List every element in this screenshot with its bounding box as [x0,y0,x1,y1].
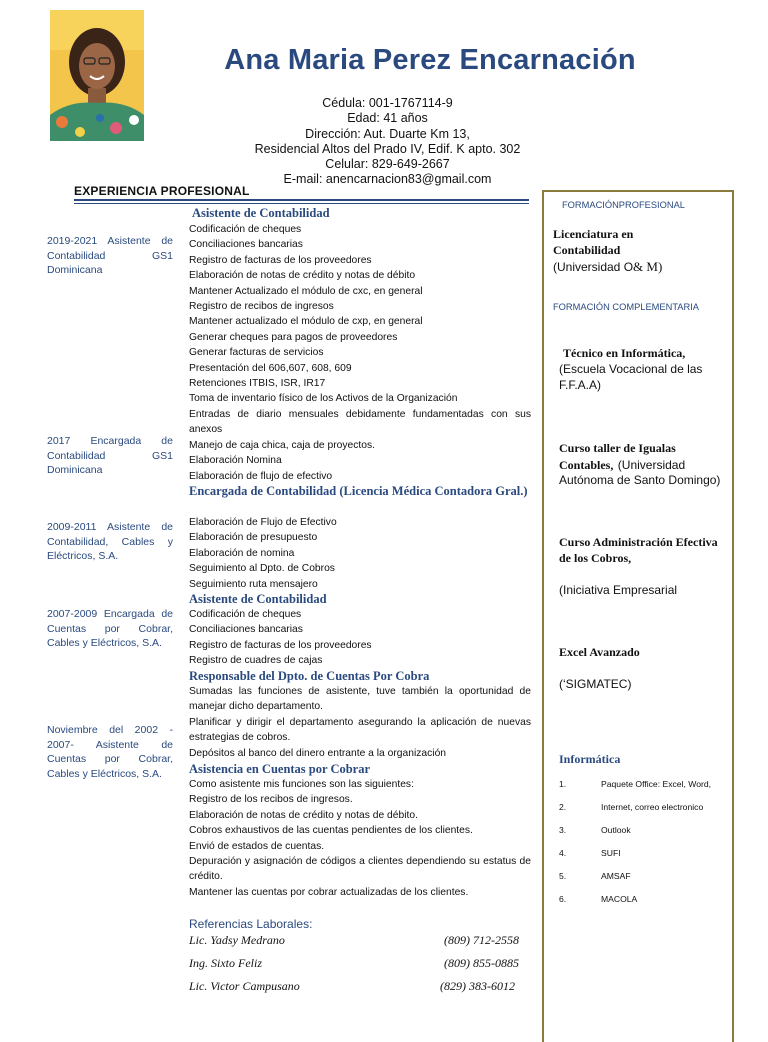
contact-address-line1: Dirección: Aut. Duarte Km 13, [305,126,470,141]
period-1: 2019-2021 Asistente de Contabilidad GS1 Dominicana [47,235,173,277]
duty-item: Sumadas las funciones de asistente, tuve también la oportunidad de manejar dicho departamento. [189,686,531,713]
course-institution: (Iniciativa Empresarial [559,583,678,597]
duty-item: Elaboración de Flujo de Efectivo [189,517,337,528]
period-5: Noviembre del 2002 - 2007- Asistente de Cuentas por Cobrar, Cables y Eléctricos, S.A. [47,724,173,780]
duty-list [189,607,531,669]
period-2: 2017 Encargada de Contabilidad GS1 Dominicana [47,435,173,477]
reference-name: Lic. Victor Campusano [189,979,300,993]
duty-item: Conciliaciones bancarias [189,624,303,636]
reference-phone: (809) 855-0885 [444,956,519,970]
duty-item: Elaboración de flujo de efectivo [189,470,333,482]
reference-phone: (829) 383-6012 [440,979,515,993]
contact-block [230,96,545,188]
duty-item: Envió de estados de cuentas. [189,840,325,852]
duty-item: Toma de inventario físico de los Activos de la Organización [189,393,458,405]
duty-list [189,777,531,900]
course-institution: (‘SIGMATEC) [559,677,632,691]
period-3: 2009-2011 Asistente de Contabilidad, Cables y Eléctricos, S.A. [47,521,173,563]
skill-item: 3. Outlook [559,825,631,835]
heading-rule [74,199,529,201]
experience-heading: EXPERIENCIA PROFESIONAL [74,184,250,198]
duty-item: Retenciones ITBIS, ISR, IR17 [189,378,326,390]
duty-item: Depósitos al banco del dinero entrante a la organización [189,747,447,759]
degree-line1: Licenciatura en [553,227,634,241]
references-heading: Referencias Laborales: [189,917,313,931]
reference-name: Lic. Yadsy Medrano [189,933,285,947]
duty-item: Elaboración de presupuesto [189,532,318,544]
duty-item: Codificación de cheques [189,609,302,620]
contact-cedula: Cédula: 001-1767114-9 [322,96,453,110]
duty-item: Manejo de caja chica, caja de proyectos. [189,439,376,451]
skill-item: 2. Internet, correo electronico [559,802,704,812]
duty-item: Entradas de diario mensuales debidamente fundamentadas con sus anexos [189,408,531,436]
course-title: de los Cobros, [559,551,632,565]
degree-line2: Contabilidad [553,243,621,257]
duty-item: Elaboración de notas de crédito y notas de débito. [189,809,418,821]
contact-email: E-mail: anencarnacion83@gmail.com [283,172,492,187]
duty-item: Registro de facturas de los proveedores [189,254,372,266]
duty-item: Conciliaciones bancarias [189,239,303,251]
contact-address-line2: Residencial Altos del Prado IV, Edif. K apto. 302 [254,141,521,156]
course-institution: F.F.A.A) [559,378,602,392]
informatica-heading: Informática [559,752,621,766]
duty-item: Elaboración de notas de crédito y notas de débito [189,270,416,282]
course-title: Curso taller de Igualas [559,441,676,455]
duty-item: Registro de los recibos de ingresos. [189,794,353,806]
profile-photo [50,10,144,141]
section-title: Asistente de Contabilidad [192,206,330,220]
contact-phone: Celular: 829-649-2667 [325,157,450,172]
duty-item: Registro de recibos de ingresos [189,301,334,313]
duty-item: Codificación de cheques [189,224,302,235]
skill-item: 6. MACOLA [559,894,638,904]
duty-item: Seguimiento ruta mensajero [189,578,318,590]
course-institution: Autónoma de Santo Domingo) [559,473,721,487]
duty-item: Seguimiento al Dpto. de Cobros [189,563,335,575]
section-title: Responsable del Dpto. de Cuentas Por Cobra [189,669,430,683]
duty-item: Elaboración de nomina [189,547,295,559]
reference-name: Ing. Sixto Feliz [189,956,262,970]
duty-item: Generar facturas de servicios [189,347,324,359]
period-4: 2007-2009 Encargada de Cuentas por Cobrar, Cables y Eléctricos, S.A. [47,608,173,650]
skill-item: 5. AMSAF [559,871,631,881]
duty-item: Depuración y asignación de códigos a clientes dependiendo su estatus de crédito. [189,856,531,883]
duty-item: Cobros exhaustivos de las cuentas pendientes de los clientes. [189,825,473,837]
section-title: Asistencia en Cuentas por Cobrar [189,762,371,776]
section-title: Encargada de Contabilidad (Licencia Médica Contadora Gral.) [189,484,528,498]
course-title: Técnico en Informática, [563,346,686,360]
skill-item: 4. SUFI [559,848,621,858]
duty-item: Generar cheques para pagos de proveedores [189,331,398,343]
duty-item: Como asistente mis funciones son las siguientes: [189,779,414,790]
formacion-heading: FORMACIÓNPROFESIONAL [562,200,685,210]
duty-item: Registro de facturas de los proveedores [189,639,372,651]
duty-item: Elaboración Nomina [189,455,282,467]
candidate-name: Ana Maria Perez Encarnación [224,44,636,76]
contact-age: Edad: 41 años [347,111,428,126]
section-title: Asistente de Contabilidad [189,592,327,606]
degree-institution: (Universidad O& M) [553,259,663,274]
course-title: Excel Avanzado [559,645,640,659]
skill-item: 1. Paquete Office: Excel, Word, [559,779,712,789]
duty-item: Planificar y dirigir el departamento asegurando la aplicación de nuevas estrategias de cobros. [189,716,531,744]
reference-phone: (809) 712-2558 [444,933,519,947]
heading-rule-thin [74,203,529,204]
duty-list [189,515,531,592]
duty-list [189,684,531,761]
course-institution: (Escuela Vocacional de las [559,362,703,376]
complementaria-heading: FORMACIÓN COMPLEMENTARIA [553,302,700,312]
duty-item: Registro de cuadres de cajas [189,655,323,667]
duty-item: Presentación del 606,607, 608, 609 [189,362,352,374]
duty-item: Mantener Actualizado el módulo de cxc, en general [189,285,423,297]
duty-item: Mantener actualizado el módulo de cxp, en general [189,316,423,328]
duty-list [189,222,531,484]
course-title-line2: Contables, (Universidad [559,458,686,472]
education-sidebar [542,190,734,1042]
duty-item: Mantener las cuentas por cobrar actualizadas de los clientes. [189,886,469,898]
course-title: Curso Administración Efectiva [559,535,718,549]
